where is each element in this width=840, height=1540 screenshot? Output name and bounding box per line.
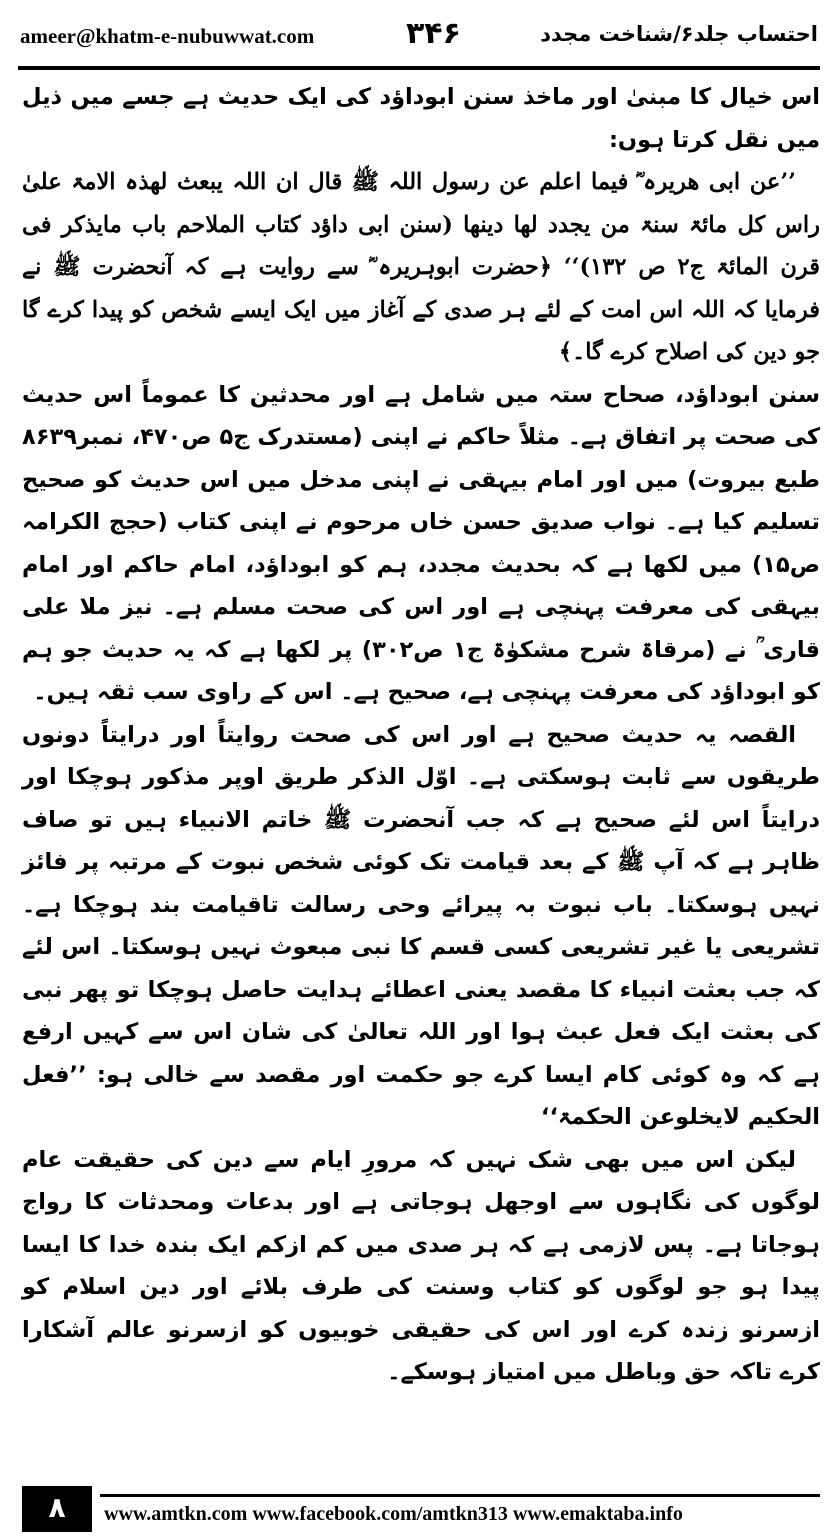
paragraph-conclusion: القصہ یہ حدیث صحیح ہے اور اس کی صحت روایتاً اور درایتاً دونوں طریقوں سے ثابت ہوسکتی ہے۔ اوّل الذکر طریق اوپر مذکور ہوچکا اور درایتاً اس لئے صحیح ہے کہ جب آنحضرت ﷺ خاتم الانبیاء ہیں تو صاف ظاہر ہے کہ آپ ﷺ کے بعد قیامت تک کوئی شخص نبوت کے مرتبہ پر فائز نہیں ہوسکتا۔ باب نبوت بہ پیرائے وحی رسالت تاقیامت بند ہوچکا ہے۔ تشریعی یا غیر تشریعی کسی قسم کا نبی مبعوث نہیں ہوسکتا۔ اس لئے کہ جب بعثت انبیاء کا مقصد یعنی اعطائے ہدایت حاصل ہوچکا تو پھر نبی کی بعثت ایک فعل عبث ہوا اور اللہ تعالیٰ کی شان اس سے کہیں ارفع ہے کہ وہ کوئی کام ایسا کرے جو حکمت اور مقصد سے خالی ہو: ’’فعل الحکیم لایخلوعن الحکمۃ‘‘ [22,721,820,1130]
paragraph-intro: اس خیال کا مبنیٰ اور ماخذ سنن ابوداؤد کی ایک حدیث ہے جسے میں ذیل میں نقل کرتا ہوں: [22,84,820,153]
footer-links: www.amtkn.com www.facebook.com/amtkn313 www.emaktaba.info [104,1503,683,1525]
header-divider [18,66,820,70]
header-book-title: احتساب جلد۶/شناخت مجدد [540,22,818,46]
paragraph-hadith: ’’عن ابی ھریرہ ؓ فیما اعلم عن رسول اللہ ﷺ قال ان اللہ یبعث لھذہ الامۃ علیٰ راس کل مائۃ سنۃ من یجدد لھا دینھا (سنن ابی داؤد کتاب الملاحم باب مایذکر فی قرن المائۃ ج۲ ص ۱۳۲)‘‘ ﴿حضرت ابوہریرہ ؓ سے روایت ہے کہ آنحضرت ﷺ نے فرمایا کہ اللہ اس امت کے لئے ہر صدی کے آغاز میں ایک ایسے شخص کو پیدا کرے گا جو دین کی اصلاح کرے گا۔﴾ [22,169,821,365]
paragraph-renewal: لیکن اس میں بھی شک نہیں کہ مرورِ ایام سے دین کی حقیقت عام لوگوں کی نگاہوں سے اوجھل ہوجاتی ہے اور بدعات ومحدثات کا رواج ہوجاتا ہے۔ پس لازمی ہے کہ ہر صدی میں کم ازکم ایک بندہ خدا کا ایسا پیدا ہو جو لوگوں کو کتاب وسنت کی طرف بلائے اور دین اسلام کو ازسرنو زندہ کرے اور اس کی حقیقی خوبیوں کو ازسرنو عالم آشکارا کرے تاکہ حق وباطل میں امتیاز ہوسکے۔ [22,1146,820,1385]
page-body [22,76,820,1394]
header-page-number: ۳۴۶ [406,16,461,51]
footer-page-marker: ۸ [22,1486,92,1532]
header-email: ameer@khatm-e-nubuwwat.com [20,24,315,48]
paragraph-authenticity: سنن ابوداؤد، صحاح ستہ میں شامل ہے اور محدثین کا عموماً اس حدیث کی صحت پر اتفاق ہے۔ مثلاً حاکم نے اپنی (مستدرک ج۵ ص۴۷۰، نمبر۸۶۳۹ طبع بیروت) میں اور امام بیہقی نے اپنی مدخل میں اس حدیث کو صحیح تسلیم کیا ہے۔ نواب صدیق حسن خاں مرحوم نے اپنی کتاب (حجج الکرامہ ص۱۵) میں لکھا ہے کہ بحدیث مجدد، ہم کو ابوداؤد، امام حاکم اور امام بیہقی کی معرفت پہنچی ہے اور اس کی صحت مسلم ہے۔ نیز ملا علی قاری ؒ نے (مرقاۃ شرح مشکوٰۃ ج۱ ص۳۰۲) پر لکھا ہے کہ یہ حدیث جو ہم کو ابوداؤد کی معرفت پہنچی ہے، صحیح ہے۔ اس کے راوی سب ثقہ ہیں۔ [22,381,820,705]
page-header [18,14,820,62]
footer-divider [100,1494,820,1497]
